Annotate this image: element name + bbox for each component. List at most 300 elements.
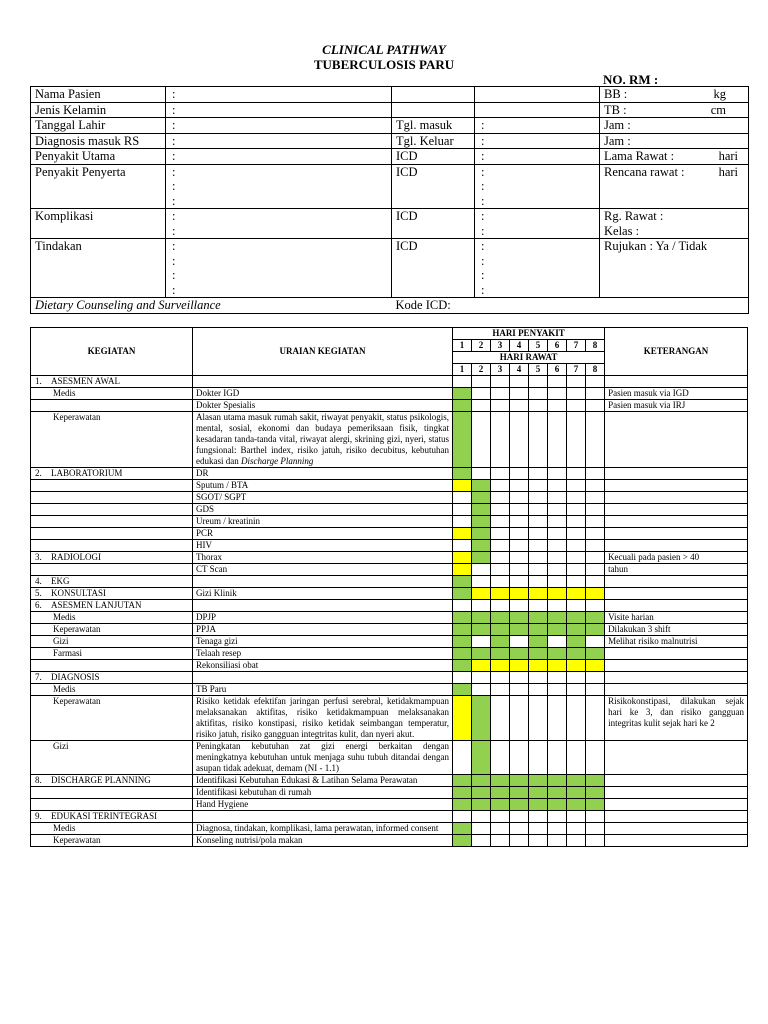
day-1-cell[interactable] [453,528,472,540]
day-6-cell[interactable] [548,480,567,492]
day-5-cell[interactable] [529,600,548,612]
uraian-cell [193,376,453,388]
kegiatan-cell: Farmasi [31,648,193,660]
day-5-cell[interactable] [529,528,548,540]
day-7-cell[interactable] [567,492,586,504]
day-2-cell[interactable] [472,636,491,648]
day-7-cell[interactable] [567,552,586,564]
day-4-cell[interactable] [510,376,529,388]
day-5-cell[interactable] [529,388,548,400]
day-2-cell[interactable] [472,516,491,528]
day-3-cell[interactable] [491,775,510,787]
day-2-cell[interactable] [472,504,491,516]
rg-rawat-field[interactable]: Rg. Rawat : Kelas : [600,209,749,239]
day-2-cell[interactable] [472,648,491,660]
day-7-cell[interactable] [567,388,586,400]
day-6-cell[interactable] [548,612,567,624]
day-1-cell[interactable] [453,799,472,811]
day-4-cell[interactable] [510,492,529,504]
day-7-cell[interactable] [567,564,586,576]
keterangan-cell: Risikokonstipasi, dilakukan sejak hari ke 3, dan risiko gangguan integritas kulit sejak hari ke 2 [605,696,748,741]
day-4-cell[interactable] [510,552,529,564]
day-7-cell[interactable] [567,612,586,624]
day-4-cell[interactable] [510,684,529,696]
day-1-cell[interactable] [453,376,472,388]
day-4-cell[interactable] [510,516,529,528]
day-2-cell[interactable] [472,540,491,552]
keterangan-cell: Dilakukan 3 shift [605,624,748,636]
day-6-cell[interactable] [548,600,567,612]
table-row [31,741,748,775]
day-2-cell[interactable] [472,468,491,480]
icd-field[interactable]: : : [475,209,600,239]
day-4-cell[interactable] [510,835,529,847]
day-5-cell[interactable] [529,576,548,588]
day-3-cell[interactable] [491,412,510,468]
day-5-cell[interactable] [529,400,548,412]
day-1-cell[interactable] [453,648,472,660]
day-6-cell[interactable] [548,468,567,480]
penyakit-utama-field[interactable]: : [166,149,392,165]
day-8-cell[interactable] [586,787,605,799]
day-6-cell[interactable] [548,741,567,775]
day-8-cell[interactable] [586,775,605,787]
day-1-cell[interactable] [453,576,472,588]
day-6-cell[interactable] [548,787,567,799]
day-5-cell[interactable] [529,624,548,636]
day-6-cell[interactable] [548,552,567,564]
day-2-cell[interactable] [472,624,491,636]
rujukan-field[interactable]: Rujukan : Ya / Tidak [600,239,749,298]
day-1-cell[interactable] [453,588,472,600]
nama-pasien-label: Nama Pasien [31,87,166,103]
day-7-cell[interactable] [567,741,586,775]
day-3-cell[interactable] [491,468,510,480]
day-4-cell[interactable] [510,775,529,787]
day-5-cell[interactable] [529,492,548,504]
day-7-cell[interactable] [567,660,586,672]
day-2-cell[interactable] [472,775,491,787]
tanggal-lahir-field[interactable]: : [166,118,392,134]
day-1-cell[interactable] [453,823,472,835]
day-6-cell[interactable] [548,672,567,684]
day-3-cell[interactable] [491,600,510,612]
day-3-cell[interactable] [491,799,510,811]
day-1-cell[interactable] [453,516,472,528]
day-6-cell[interactable] [548,516,567,528]
day-8-cell[interactable] [586,400,605,412]
day-4-cell[interactable] [510,787,529,799]
day-2-cell[interactable] [472,835,491,847]
day-8-cell[interactable] [586,480,605,492]
day-1-cell[interactable] [453,672,472,684]
day-2-cell[interactable] [472,576,491,588]
day-3-cell[interactable] [491,636,510,648]
day-7-cell[interactable] [567,576,586,588]
diagnosis-masuk-field[interactable]: : [166,133,392,149]
day-1-cell[interactable] [453,741,472,775]
day-3-cell[interactable] [491,811,510,823]
day-7-cell[interactable] [567,588,586,600]
day-2-cell[interactable] [472,588,491,600]
day-7-cell[interactable] [567,504,586,516]
day-8-cell[interactable] [586,376,605,388]
lama-rawat-field[interactable]: Lama Rawat : hari [600,149,749,165]
tgl-masuk-field[interactable]: : [475,118,600,134]
day-5-cell[interactable] [529,672,548,684]
day-7-cell[interactable] [567,516,586,528]
day-6-cell[interactable] [548,576,567,588]
kegiatan-cell: 8. DISCHARGE PLANNING [31,775,193,787]
day-3-cell[interactable] [491,672,510,684]
day-7-cell[interactable] [567,400,586,412]
day-7-cell[interactable] [567,823,586,835]
day-1-cell[interactable] [453,787,472,799]
keterangan-cell [605,504,748,516]
day-1-cell[interactable] [453,811,472,823]
day-4-cell[interactable] [510,660,529,672]
day-3-cell[interactable] [491,835,510,847]
day-3-cell[interactable] [491,540,510,552]
day-1-cell[interactable] [453,540,472,552]
day-7-cell[interactable] [567,540,586,552]
day-8-cell[interactable] [586,492,605,504]
day-8-cell[interactable] [586,576,605,588]
day-3-cell[interactable] [491,516,510,528]
day-3-cell[interactable] [491,492,510,504]
day-6-cell[interactable] [548,660,567,672]
day-8-cell[interactable] [586,600,605,612]
day-3-cell[interactable] [491,660,510,672]
day-6-cell[interactable] [548,823,567,835]
day-8-cell[interactable] [586,588,605,600]
day-6-cell[interactable] [548,811,567,823]
day-6-cell[interactable] [548,696,567,741]
day-8-cell[interactable] [586,564,605,576]
day-1-cell[interactable] [453,468,472,480]
day-8-cell[interactable] [586,835,605,847]
jam-keluar-field[interactable]: Jam : [600,133,749,149]
day-3-cell[interactable] [491,684,510,696]
tindakan-field[interactable]: : : : : [166,239,392,298]
day-6-cell[interactable] [548,775,567,787]
icd-field[interactable]: : : : [475,164,600,209]
day-2-cell[interactable] [472,400,491,412]
day-5-cell[interactable] [529,480,548,492]
day-1-cell[interactable] [453,492,472,504]
day-6-cell[interactable] [548,799,567,811]
day-3-cell[interactable] [491,552,510,564]
day-8-cell[interactable] [586,412,605,468]
day-2-cell[interactable] [472,552,491,564]
day-4-cell[interactable] [510,648,529,660]
day-4-cell[interactable] [510,741,529,775]
day-4-cell[interactable] [510,564,529,576]
day-4-cell[interactable] [510,400,529,412]
day-1-cell[interactable] [453,552,472,564]
day-5-cell[interactable] [529,696,548,741]
day-3-cell[interactable] [491,564,510,576]
day-2-cell[interactable] [472,376,491,388]
day-1-cell[interactable] [453,775,472,787]
day-4-cell[interactable] [510,612,529,624]
day-6-cell[interactable] [548,376,567,388]
kegiatan-cell [31,660,193,672]
keterangan-cell: Pasien masuk via IGD [605,388,748,400]
day-6-cell[interactable] [548,636,567,648]
tgl-keluar-label: Tgl. Keluar [392,133,475,149]
day-3-cell[interactable] [491,648,510,660]
day-2-cell[interactable] [472,672,491,684]
day-2-cell[interactable] [472,684,491,696]
day-7-cell[interactable] [567,528,586,540]
day-7-cell[interactable] [567,811,586,823]
day-5-cell[interactable] [529,741,548,775]
day-8-cell[interactable] [586,648,605,660]
day-7-cell[interactable] [567,672,586,684]
day-7-cell[interactable] [567,412,586,468]
day-1-cell[interactable] [453,388,472,400]
day-5-cell[interactable] [529,564,548,576]
day-8-cell[interactable] [586,528,605,540]
day-4-cell[interactable] [510,811,529,823]
kegiatan-cell: 2. LABORATORIUM [31,468,193,480]
jam-masuk-field[interactable]: Jam : [600,118,749,134]
day-6-cell[interactable] [548,624,567,636]
col-keterangan: KETERANGAN [605,328,748,376]
day-5-cell[interactable] [529,648,548,660]
day-2-cell[interactable] [472,696,491,741]
day-7-cell[interactable] [567,787,586,799]
bb-field[interactable]: BB : kg [600,87,749,103]
icd-field[interactable]: : : : : [475,239,600,298]
day-3-cell[interactable] [491,624,510,636]
day-1-cell[interactable] [453,835,472,847]
day-8-cell[interactable] [586,624,605,636]
day-7-cell[interactable] [567,648,586,660]
day-6-cell[interactable] [548,412,567,468]
hari-rawat-5: 5 [529,364,548,376]
day-8-cell[interactable] [586,612,605,624]
tgl-keluar-field[interactable]: : [475,133,600,149]
day-1-cell[interactable] [453,504,472,516]
day-8-cell[interactable] [586,504,605,516]
day-8-cell[interactable] [586,741,605,775]
day-6-cell[interactable] [548,540,567,552]
day-8-cell[interactable] [586,388,605,400]
day-5-cell[interactable] [529,811,548,823]
day-2-cell[interactable] [472,741,491,775]
day-4-cell[interactable] [510,799,529,811]
day-5-cell[interactable] [529,412,548,468]
day-6-cell[interactable] [548,588,567,600]
day-5-cell[interactable] [529,588,548,600]
hari-rawat-8: 8 [586,364,605,376]
day-2-cell[interactable] [472,612,491,624]
day-4-cell[interactable] [510,540,529,552]
day-1-cell[interactable] [453,412,472,468]
day-6-cell[interactable] [548,492,567,504]
day-2-cell[interactable] [472,799,491,811]
day-3-cell[interactable] [491,480,510,492]
day-6-cell[interactable] [548,564,567,576]
day-7-cell[interactable] [567,376,586,388]
day-8-cell[interactable] [586,696,605,741]
day-7-cell[interactable] [567,624,586,636]
day-4-cell[interactable] [510,636,529,648]
day-1-cell[interactable] [453,660,472,672]
day-6-cell[interactable] [548,648,567,660]
day-7-cell[interactable] [567,684,586,696]
table-row [31,516,748,528]
day-1-cell[interactable] [453,564,472,576]
day-7-cell[interactable] [567,468,586,480]
day-4-cell[interactable] [510,388,529,400]
kegiatan-cell: Keperawatan [31,835,193,847]
day-2-cell[interactable] [472,787,491,799]
keterangan-cell: tahun [605,564,748,576]
day-4-cell[interactable] [510,468,529,480]
day-8-cell[interactable] [586,552,605,564]
day-3-cell[interactable] [491,823,510,835]
keterangan-cell [605,412,748,468]
kegiatan-cell [31,799,193,811]
day-8-cell[interactable] [586,468,605,480]
day-5-cell[interactable] [529,823,548,835]
day-3-cell[interactable] [491,528,510,540]
day-4-cell[interactable] [510,480,529,492]
day-3-cell[interactable] [491,576,510,588]
table-row [31,376,748,388]
day-7-cell[interactable] [567,600,586,612]
day-1-cell[interactable] [453,624,472,636]
day-6-cell[interactable] [548,400,567,412]
day-2-cell[interactable] [472,412,491,468]
day-7-cell[interactable] [567,696,586,741]
day-4-cell[interactable] [510,528,529,540]
day-4-cell[interactable] [510,600,529,612]
day-4-cell[interactable] [510,696,529,741]
day-2-cell[interactable] [472,492,491,504]
day-3-cell[interactable] [491,376,510,388]
day-8-cell[interactable] [586,660,605,672]
day-4-cell[interactable] [510,576,529,588]
day-5-cell[interactable] [529,504,548,516]
day-4-cell[interactable] [510,588,529,600]
day-5-cell[interactable] [529,835,548,847]
penyakit-penyerta-field[interactable]: : : : [166,164,392,209]
day-4-cell[interactable] [510,412,529,468]
day-8-cell[interactable] [586,823,605,835]
day-5-cell[interactable] [529,468,548,480]
day-5-cell[interactable] [529,660,548,672]
day-6-cell[interactable] [548,504,567,516]
tb-field[interactable]: TB : cm [600,102,749,118]
day-4-cell[interactable] [510,504,529,516]
komplikasi-field[interactable]: : : [166,209,392,239]
day-7-cell[interactable] [567,480,586,492]
day-1-cell[interactable] [453,600,472,612]
day-3-cell[interactable] [491,388,510,400]
day-7-cell[interactable] [567,799,586,811]
day-5-cell[interactable] [529,636,548,648]
day-2-cell[interactable] [472,823,491,835]
day-4-cell[interactable] [510,672,529,684]
nama-pasien-field[interactable]: : [166,87,392,103]
icd-field[interactable]: : [475,149,600,165]
kegiatan-cell [31,564,193,576]
day-2-cell[interactable] [472,811,491,823]
day-1-cell[interactable] [453,480,472,492]
uraian-cell: Sputum / BTA [193,480,453,492]
day-2-cell[interactable] [472,660,491,672]
day-5-cell[interactable] [529,376,548,388]
day-5-cell[interactable] [529,684,548,696]
day-2-cell[interactable] [472,480,491,492]
day-3-cell[interactable] [491,612,510,624]
day-8-cell[interactable] [586,540,605,552]
kode-icd-label: Kode ICD: [392,298,749,314]
day-2-cell[interactable] [472,388,491,400]
uraian-cell: Ureum / kreatinin [193,516,453,528]
day-3-cell[interactable] [491,696,510,741]
rencana-rawat-field[interactable]: Rencana rawat : hari [600,164,749,209]
day-2-cell[interactable] [472,528,491,540]
day-5-cell[interactable] [529,516,548,528]
day-3-cell[interactable] [491,787,510,799]
day-4-cell[interactable] [510,823,529,835]
day-7-cell[interactable] [567,835,586,847]
jenis-kelamin-field[interactable]: : [166,102,392,118]
day-3-cell[interactable] [491,588,510,600]
day-3-cell[interactable] [491,504,510,516]
day-1-cell[interactable] [453,696,472,741]
uraian-cell: Gizi Klinik [193,588,453,600]
day-7-cell[interactable] [567,636,586,648]
day-6-cell[interactable] [548,684,567,696]
day-1-cell[interactable] [453,400,472,412]
day-5-cell[interactable] [529,787,548,799]
day-3-cell[interactable] [491,741,510,775]
day-8-cell[interactable] [586,811,605,823]
day-3-cell[interactable] [491,400,510,412]
day-5-cell[interactable] [529,540,548,552]
day-5-cell[interactable] [529,799,548,811]
day-8-cell[interactable] [586,516,605,528]
day-8-cell[interactable] [586,672,605,684]
day-7-cell[interactable] [567,775,586,787]
day-5-cell[interactable] [529,552,548,564]
day-2-cell[interactable] [472,564,491,576]
day-5-cell[interactable] [529,775,548,787]
day-8-cell[interactable] [586,636,605,648]
day-1-cell[interactable] [453,636,472,648]
day-6-cell[interactable] [548,388,567,400]
day-6-cell[interactable] [548,528,567,540]
row-jenis-kelamin [31,102,749,118]
keterangan-cell [605,823,748,835]
day-8-cell[interactable] [586,799,605,811]
day-5-cell[interactable] [529,612,548,624]
day-1-cell[interactable] [453,684,472,696]
day-2-cell[interactable] [472,600,491,612]
kegiatan-cell: 5. KONSULTASI [31,588,193,600]
day-1-cell[interactable] [453,612,472,624]
day-8-cell[interactable] [586,684,605,696]
day-6-cell[interactable] [548,835,567,847]
day-4-cell[interactable] [510,624,529,636]
table-row [31,672,748,684]
